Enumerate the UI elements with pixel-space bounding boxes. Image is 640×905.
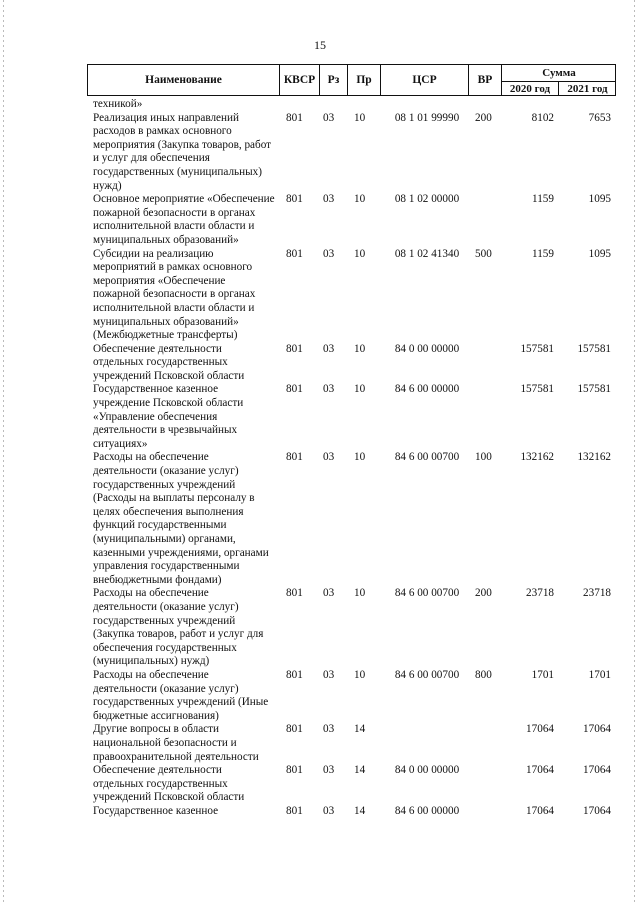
csr-cell: 84 0 00 00000 [394, 342, 460, 355]
table-row [0, 112, 640, 194]
sum-2020-cell: 1701 [531, 668, 554, 681]
sum-2020-cell: 8102 [531, 111, 554, 124]
table-row [0, 451, 640, 587]
sum-2021-cell: 157581 [577, 383, 611, 396]
rz-cell: 03 [323, 668, 335, 681]
table-row [0, 587, 640, 669]
sum-2021-cell: 1701 [588, 668, 611, 681]
pr-cell: 14 [354, 764, 366, 777]
kvsr-cell: 801 [286, 193, 303, 206]
sum-2020-cell: 1159 [532, 193, 554, 206]
kvsr-cell: 801 [286, 247, 303, 260]
table-header [87, 64, 616, 96]
row-name: Расходы на обеспечение деятельности (оказание услуг) государственных учреждений (Иные бюджетные ассигнования) [93, 668, 269, 722]
rz-cell: 03 [323, 764, 335, 777]
row-name: Обеспечение деятельности отдельных государственных учреждений Псковской области [93, 342, 245, 382]
row-name: Реализация иных направлений расходов в рамках основного мероприятия (Закупка товаров, работ и услуг для обеспечения государственных (муниципальных) нужд) [93, 111, 272, 192]
rz-cell: 03 [323, 451, 335, 464]
table-row [0, 248, 640, 343]
row-name: Обеспечение деятельности отдельных государственных учреждений Псковской области [93, 764, 245, 804]
sum-2021-cell: 1095 [588, 247, 611, 260]
pr-cell: 14 [354, 723, 366, 736]
header-rz: Рз [327, 74, 340, 86]
header-csr: ЦСР [412, 74, 437, 86]
vr-cell: 500 [475, 247, 492, 260]
table-row [0, 764, 640, 805]
rz-cell: 03 [323, 587, 335, 600]
table-row [0, 723, 640, 764]
pr-cell: 10 [354, 587, 366, 600]
csr-cell: 08 1 01 99990 [394, 111, 460, 124]
row-name: Государственное казенное учреждение Псковской области «Управление обеспечения деятельности в чрезвычайных ситуациях» [93, 383, 244, 450]
table-row [0, 805, 640, 819]
kvsr-cell: 801 [286, 451, 303, 464]
sum-2021-cell: 132162 [577, 451, 611, 464]
pr-cell: 10 [354, 111, 366, 124]
rz-cell: 03 [323, 111, 335, 124]
sum-2021-cell: 17064 [583, 804, 611, 817]
sum-2020-cell: 17064 [526, 764, 554, 777]
csr-cell: 84 6 00 00700 [394, 668, 460, 681]
csr-cell: 84 6 00 00700 [394, 451, 460, 464]
table-row [0, 343, 640, 384]
vr-cell: 200 [475, 111, 492, 124]
kvsr-cell: 801 [286, 668, 303, 681]
sum-2021-cell: 17064 [583, 764, 611, 777]
rz-cell: 03 [323, 723, 335, 736]
pr-cell: 10 [354, 451, 366, 464]
kvsr-cell: 801 [286, 764, 303, 777]
sum-2020-cell: 157581 [520, 342, 554, 355]
csr-cell: 84 0 00 00000 [394, 764, 460, 777]
row-name: техникой» [93, 98, 143, 110]
page-number: 15 [314, 38, 326, 52]
sum-2020-cell: 1159 [532, 247, 554, 260]
kvsr-cell: 801 [286, 723, 303, 736]
sum-2020-cell: 17064 [526, 723, 554, 736]
sum-2021-cell: 7653 [588, 111, 611, 124]
row-name: Расходы на обеспечение деятельности (оказание услуг) государственных учреждений (Закупка товаров, работ и услуг для обеспечения государственных (муниципальных) нужд) [93, 587, 264, 668]
table-body [0, 98, 640, 818]
csr-cell: 08 1 02 41340 [394, 247, 460, 260]
pr-cell: 10 [354, 193, 366, 206]
csr-cell: 84 6 00 00000 [394, 383, 460, 396]
header-sum: Сумма [542, 67, 576, 79]
header-kvsr: КВСР [283, 74, 316, 86]
kvsr-cell: 801 [286, 342, 303, 355]
header-name: Наименование [145, 74, 222, 86]
row-name: Государственное казенное [93, 804, 219, 817]
sum-2020-cell: 132162 [520, 451, 554, 464]
kvsr-cell: 801 [286, 804, 303, 817]
kvsr-cell: 801 [286, 111, 303, 124]
table-row [0, 669, 640, 723]
sum-2020-cell: 23718 [526, 587, 554, 600]
row-name: Расходы на обеспечение деятельности (оказание услуг) государственных учреждений (Расходы на выплаты персоналу в целях обеспечения выполнения функций государственными (муниципальными) органами, казенными учреждениями, органами управления государственными внебюджетными фондами) [93, 451, 269, 586]
kvsr-cell: 801 [286, 587, 303, 600]
row-name: Другие вопросы в области национальной безопасности и правоохранительной деятельности [93, 723, 259, 763]
rz-cell: 03 [323, 383, 335, 396]
table-row [0, 383, 640, 451]
kvsr-cell: 801 [286, 383, 303, 396]
pr-cell: 10 [354, 342, 366, 355]
pr-cell: 10 [354, 247, 366, 260]
csr-cell: 08 1 02 00000 [394, 193, 460, 206]
vr-cell: 800 [475, 668, 492, 681]
sum-2020-cell: 157581 [520, 383, 554, 396]
vr-cell: 200 [475, 587, 492, 600]
csr-cell: 84 6 00 00700 [394, 587, 460, 600]
csr-cell: 84 6 00 00000 [394, 804, 460, 817]
sum-2021-cell: 17064 [583, 723, 611, 736]
table-row [0, 98, 640, 112]
sum-2021-cell: 1095 [588, 193, 611, 206]
rz-cell: 03 [323, 247, 335, 260]
header-pr: Пр [356, 74, 372, 86]
sum-2021-cell: 157581 [577, 342, 611, 355]
pr-cell: 10 [354, 668, 366, 681]
rz-cell: 03 [323, 804, 335, 817]
pr-cell: 14 [354, 804, 366, 817]
header-2020: 2020 год [509, 83, 551, 95]
pr-cell: 10 [354, 383, 366, 396]
rz-cell: 03 [323, 193, 335, 206]
row-name: Основное мероприятие «Обеспечение пожарной безопасности в органах исполнительной власти области и муниципальных образований» [93, 193, 275, 246]
header-2021: 2021 год [567, 83, 608, 95]
table-row [0, 193, 640, 247]
sum-2021-cell: 23718 [583, 587, 611, 600]
rz-cell: 03 [323, 342, 335, 355]
row-name: Субсидии на реализацию мероприятий в рамках основного мероприятия «Обеспечение пожарной безопасности в органах исполнительной власти области и муниципальных образований» (Межбюджетные трансферты) [93, 247, 256, 342]
vr-cell: 100 [475, 451, 492, 464]
sum-2020-cell: 17064 [526, 804, 554, 817]
header-vr: ВР [477, 74, 493, 86]
